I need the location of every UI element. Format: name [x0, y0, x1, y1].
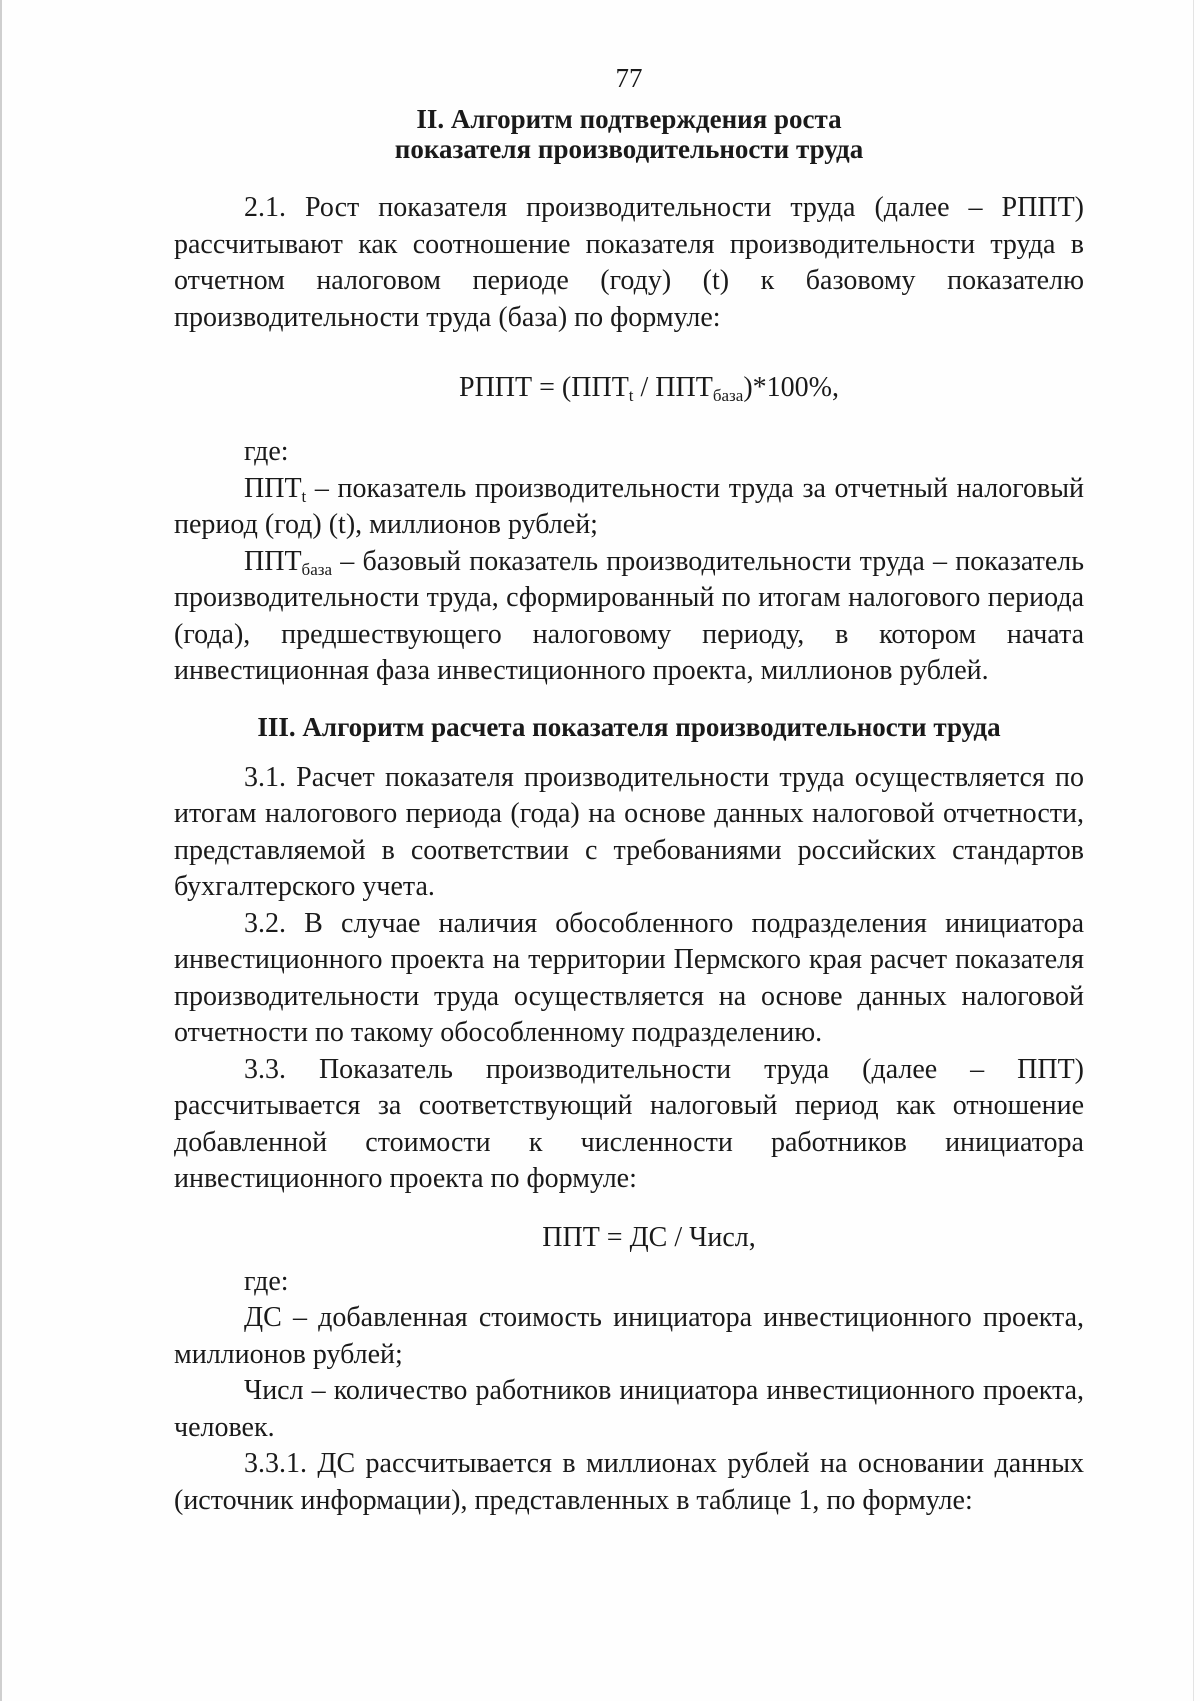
definition-ppt-base-text: – базовый показатель производительности труда – показатель производительности труда, сформированный по итогам налогового периода (года), предшествующего налоговому периоду, в котором начата инвестиционная фаза инвестиционного проекта, миллионов рублей. [174, 545, 1084, 686]
scan-edge-left [0, 0, 2, 1701]
formula-rppt [174, 370, 1084, 406]
section-2-heading-line-2: показателя производительности труда [394, 134, 864, 164]
definition-ppt-t [174, 471, 1084, 544]
formula-ppt: ППТ = ДС / Числ, [542, 1221, 756, 1253]
paragraph-3-3-1: 3.3.1. ДС рассчитывается в миллионах рублей на основании данных (источник информации), представленных в таблице 1, по формуле: [174, 1448, 1084, 1516]
formula-rppt-rhs: )*100%, [743, 372, 839, 403]
paragraph-3-1: 3.1. Расчет показателя производительности труда осуществляется по итогам налогового периода (года) на основе данных налоговой отчетности, представляемой в соответствии с требованиями российских стандартов бухгалтерского учета. [174, 761, 1084, 902]
definition-ppt-base [174, 544, 1084, 690]
formula-rppt-sub-t: t [628, 386, 634, 405]
formula-rppt-mid: / ППТ [633, 372, 713, 403]
definition-ppt-base-term: ППТ [244, 545, 302, 577]
paragraph-3-2: 3.2. В случае наличия обособленного подразделения инициатора инвестиционного проекта на территории Пермского края расчет показателя производительности труда осуществляется на основе данных налоговой отчетности по такому обособленному подразделению. [174, 907, 1084, 1048]
page-number: 77 [615, 63, 643, 93]
definition-chisl: Числ – количество работников инициатора инвестиционного проекта, человек. [174, 1375, 1084, 1443]
definition-ds: ДС – добавленная стоимость инициатора инвестиционного проекта, миллионов рублей; [174, 1302, 1084, 1370]
definition-ppt-t-sub: t [301, 486, 307, 506]
formula-rppt-lhs: РППТ = (ППТ [459, 372, 629, 403]
where-label-1: где: [244, 436, 289, 467]
paragraph-3-3: 3.3. Показатель производительности труда (далее – ППТ) рассчитывается за соответствующий налоговый период как отношение добавленной стоимости к численности работников инициатора инвестиционного проекта по формуле: [174, 1053, 1084, 1194]
definition-ppt-base-sub: база [301, 559, 333, 579]
paragraph-2-1: 2.1. Рост показателя производительности труда (далее – РППТ) рассчитывают как соотношение показателя производительности труда в отчетном налоговом периоде (году) (t) к базовому показателю производительности труда (база) по формуле: [174, 192, 1084, 333]
section-3-heading: III. Алгоритм расчета показателя производительности труда [257, 711, 1001, 742]
section-2-heading-line-1: II. Алгоритм подтверждения роста [416, 104, 842, 134]
definition-ppt-t-term: ППТ [244, 472, 302, 504]
scan-edge-right [1193, 0, 1194, 1701]
formula-rppt-sub-base: база [712, 386, 744, 405]
definition-ppt-t-text: – показатель производительности труда за отчетный налоговый период (год) (t), миллионов рублей; [174, 472, 1084, 540]
page-content [174, 60, 1084, 1519]
where-label-2: где: [244, 1265, 289, 1297]
